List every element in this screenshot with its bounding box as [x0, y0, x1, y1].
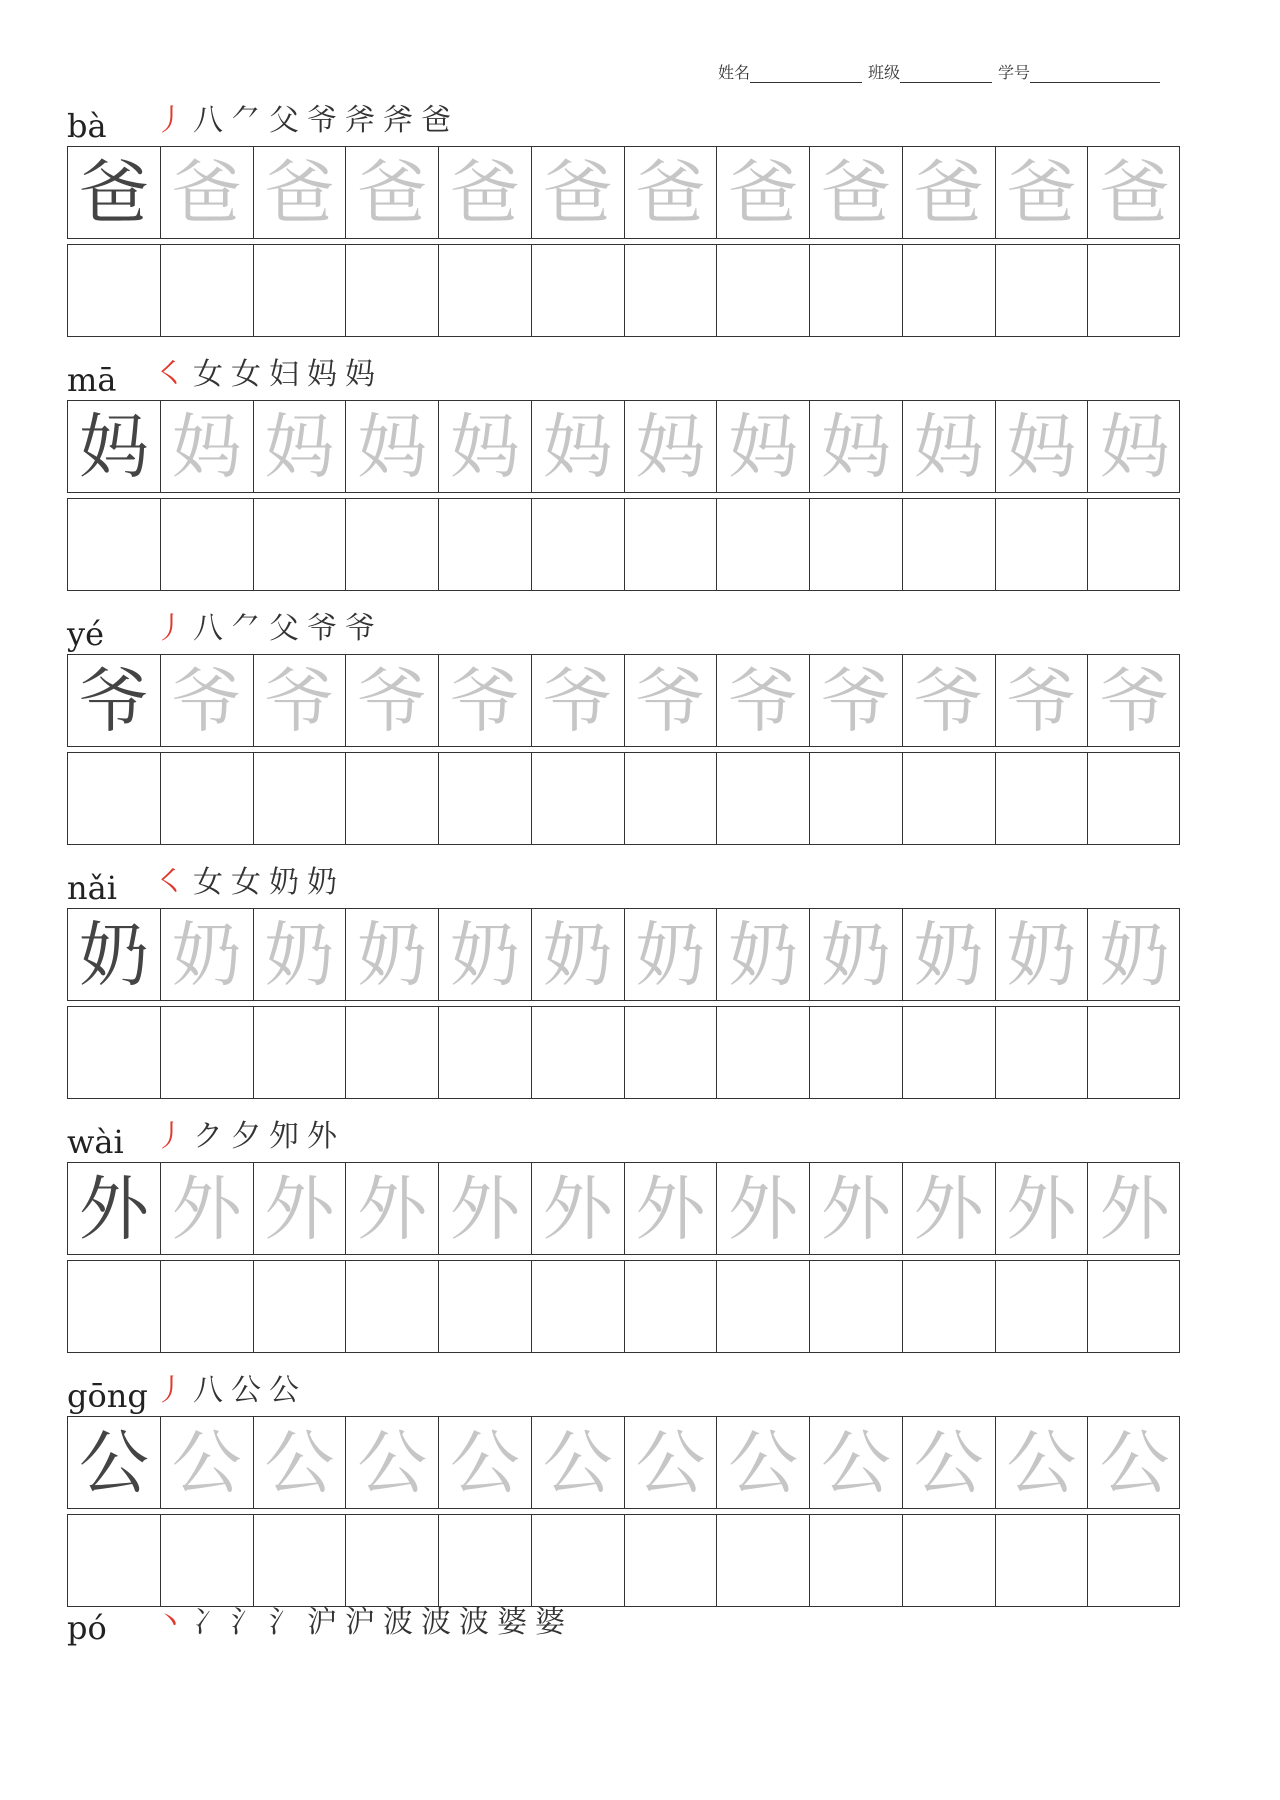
- trace-character[interactable]: 外: [346, 1163, 439, 1254]
- blank-cell[interactable]: [625, 245, 718, 336]
- trace-character[interactable]: 公: [254, 1417, 347, 1508]
- trace-character[interactable]: 外: [625, 1163, 718, 1254]
- blank-cell[interactable]: [717, 1515, 810, 1606]
- trace-character[interactable]: 爷: [1099, 659, 1170, 742]
- blank-cell[interactable]: [439, 245, 532, 336]
- stroke-order: [155, 103, 451, 146]
- stroke-step: 夕: [231, 1119, 261, 1154]
- label-row: [67, 88, 1180, 146]
- stroke-step: ㇛: [155, 865, 185, 900]
- trace-character[interactable]: 奶: [903, 909, 996, 1000]
- trace-character[interactable]: 爸: [625, 147, 718, 238]
- trace-row: [67, 908, 1180, 1001]
- stroke-order: [155, 865, 337, 908]
- pinyin: mā: [67, 361, 117, 399]
- character-block: [67, 1104, 1180, 1358]
- character-block: [67, 1358, 1180, 1612]
- name-label: 姓名: [718, 63, 751, 82]
- trace-character[interactable]: 妈: [625, 401, 718, 492]
- trace-row: [67, 146, 1180, 239]
- blank-cell[interactable]: [810, 499, 903, 590]
- blank-cell[interactable]: [161, 753, 254, 844]
- blank-cell[interactable]: [161, 1261, 254, 1352]
- model-character: 爷: [68, 655, 161, 746]
- stroke-step: 爷: [307, 103, 337, 138]
- blank-cell[interactable]: [996, 245, 1089, 336]
- stroke-step: ⺈: [231, 611, 261, 646]
- label-row: [67, 850, 1180, 908]
- blank-cell[interactable]: [1088, 499, 1181, 590]
- blank-cell[interactable]: [1088, 1007, 1181, 1098]
- trace-character[interactable]: 奶: [532, 909, 625, 1000]
- blank-cell[interactable]: [161, 1007, 254, 1098]
- trace-character[interactable]: 妈: [903, 401, 996, 492]
- trace-character[interactable]: 爸: [903, 147, 996, 238]
- blank-cell[interactable]: [254, 1261, 347, 1352]
- blank-cell[interactable]: [1088, 1261, 1181, 1352]
- blank-cell[interactable]: [903, 1007, 996, 1098]
- blank-row: [67, 1260, 1180, 1353]
- stroke-step: ㇛: [155, 357, 185, 392]
- trace-character[interactable]: 爷: [903, 655, 996, 746]
- label-row: [67, 1104, 1180, 1162]
- pinyin: nǎi: [67, 869, 117, 907]
- stroke-step: 八: [193, 103, 223, 138]
- trace-character[interactable]: 公: [996, 1417, 1089, 1508]
- trace-character[interactable]: 爸: [346, 147, 439, 238]
- blank-cell[interactable]: [532, 245, 625, 336]
- trace-character[interactable]: 妈: [161, 401, 254, 492]
- model-character: 爸: [68, 147, 161, 238]
- trace-character[interactable]: 妈: [254, 401, 347, 492]
- trace-character[interactable]: 妈: [439, 401, 532, 492]
- blank-cell[interactable]: [68, 245, 161, 336]
- stroke-step: 八: [193, 1373, 223, 1408]
- blank-cell[interactable]: [717, 1007, 810, 1098]
- blank-cell[interactable]: [996, 753, 1089, 844]
- blank-cell[interactable]: [810, 245, 903, 336]
- label-row: [67, 1358, 1180, 1416]
- blank-cell[interactable]: [996, 499, 1089, 590]
- blank-cell[interactable]: [346, 1007, 439, 1098]
- trace-character[interactable]: 爸: [1099, 151, 1170, 234]
- trace-character[interactable]: 外: [254, 1163, 347, 1254]
- trace-character[interactable]: 公: [810, 1417, 903, 1508]
- stroke-step: 父: [269, 103, 299, 138]
- stroke-step: 波: [383, 1605, 413, 1640]
- trace-character[interactable]: 爸: [439, 147, 532, 238]
- blank-cell[interactable]: [68, 1007, 161, 1098]
- trace-character[interactable]: 外: [996, 1163, 1089, 1254]
- blank-cell[interactable]: [439, 753, 532, 844]
- stroke-step: 沪: [307, 1605, 337, 1640]
- trace-row: [67, 400, 1180, 493]
- trace-character[interactable]: 爷: [161, 655, 254, 746]
- trace-row: [67, 1416, 1180, 1509]
- stroke-order: [155, 1119, 337, 1162]
- blank-row: [67, 498, 1180, 591]
- stroke-step: 女: [193, 357, 223, 392]
- blank-cell[interactable]: [996, 1515, 1089, 1606]
- trace-character[interactable]: 爸: [717, 147, 810, 238]
- stroke-step: ク: [193, 1119, 223, 1154]
- class-label: 班级: [868, 63, 901, 82]
- trace-character[interactable]: 外: [1099, 1167, 1170, 1250]
- trace-character[interactable]: 奶: [717, 909, 810, 1000]
- student-info-header: [718, 60, 1166, 83]
- trace-character[interactable]: 妈: [996, 401, 1089, 492]
- trace-character[interactable]: 爸: [810, 147, 903, 238]
- trace-character[interactable]: 奶: [1099, 913, 1170, 996]
- trace-character[interactable]: 奶: [625, 909, 718, 1000]
- stroke-step: 妈: [307, 357, 337, 392]
- stroke-step: 波: [421, 1605, 451, 1640]
- trace-character[interactable]: 公: [346, 1417, 439, 1508]
- stroke-step: 爸: [421, 103, 451, 138]
- stroke-order: [155, 1373, 299, 1416]
- stroke-step: 丶: [155, 1605, 185, 1640]
- blank-cell[interactable]: [1088, 245, 1181, 336]
- trace-character[interactable]: 外: [717, 1163, 810, 1254]
- trace-character[interactable]: 公: [1099, 1421, 1170, 1504]
- practice-sheet: [67, 88, 1180, 1612]
- blank-cell[interactable]: [439, 1261, 532, 1352]
- blank-cell[interactable]: [810, 753, 903, 844]
- trace-character[interactable]: 公: [903, 1417, 996, 1508]
- stroke-step: 女: [231, 357, 261, 392]
- stroke-step: 公: [231, 1373, 261, 1408]
- trace-character[interactable]: 妈: [810, 401, 903, 492]
- trace-character[interactable]: 奶: [346, 909, 439, 1000]
- stroke-step: 奶: [307, 865, 337, 900]
- blank-cell[interactable]: [68, 753, 161, 844]
- blank-cell[interactable]: [810, 1515, 903, 1606]
- blank-cell[interactable]: [717, 245, 810, 336]
- stroke-order: [155, 1605, 565, 1648]
- trace-character[interactable]: 公: [625, 1417, 718, 1508]
- blank-cell[interactable]: [625, 1515, 718, 1606]
- blank-cell[interactable]: [346, 1261, 439, 1352]
- stroke-step: 丿: [155, 1373, 185, 1408]
- pinyin: wài: [67, 1123, 124, 1161]
- stroke-step: 婆: [535, 1605, 565, 1640]
- stroke-step: 冫: [193, 1605, 223, 1640]
- trace-character[interactable]: 爷: [532, 655, 625, 746]
- blank-cell[interactable]: [439, 499, 532, 590]
- stroke-step: 爷: [345, 611, 375, 646]
- trace-character[interactable]: 爷: [346, 655, 439, 746]
- blank-cell[interactable]: [254, 245, 347, 336]
- blank-cell[interactable]: [625, 1007, 718, 1098]
- trace-character[interactable]: 爸: [532, 147, 625, 238]
- blank-cell[interactable]: [996, 1261, 1089, 1352]
- trace-character[interactable]: 妈: [717, 401, 810, 492]
- blank-cell[interactable]: [810, 1261, 903, 1352]
- trace-character[interactable]: 外: [439, 1163, 532, 1254]
- blank-cell[interactable]: [532, 753, 625, 844]
- model-character: 妈: [68, 401, 161, 492]
- blank-cell[interactable]: [161, 499, 254, 590]
- blank-cell[interactable]: [717, 1261, 810, 1352]
- blank-cell[interactable]: [346, 245, 439, 336]
- trace-character[interactable]: 公: [439, 1417, 532, 1508]
- pinyin: bà: [67, 107, 107, 145]
- blank-cell[interactable]: [68, 499, 161, 590]
- trace-character[interactable]: 外: [532, 1163, 625, 1254]
- student-id-label: 学号: [998, 63, 1031, 82]
- trace-character[interactable]: 奶: [810, 909, 903, 1000]
- trace-character[interactable]: 奶: [996, 909, 1089, 1000]
- pinyin: gōng: [67, 1377, 148, 1415]
- trace-character[interactable]: 爷: [810, 655, 903, 746]
- trace-character[interactable]: 爷: [996, 655, 1089, 746]
- blank-cell[interactable]: [346, 753, 439, 844]
- trace-character[interactable]: 爸: [254, 147, 347, 238]
- stroke-step: 女: [193, 865, 223, 900]
- trace-character[interactable]: 公: [161, 1417, 254, 1508]
- stroke-step: 奶: [269, 865, 299, 900]
- trace-character[interactable]: 公: [717, 1417, 810, 1508]
- blank-cell[interactable]: [254, 1007, 347, 1098]
- trace-character[interactable]: 妈: [1099, 405, 1170, 488]
- blank-cell[interactable]: [903, 1515, 996, 1606]
- label-row: [67, 1590, 565, 1648]
- stroke-step: 女: [231, 865, 261, 900]
- stroke-step: 爷: [307, 611, 337, 646]
- trace-character[interactable]: 爸: [161, 147, 254, 238]
- character-block-tail: [67, 1590, 565, 1648]
- trace-row: [67, 1162, 1180, 1255]
- label-row: [67, 596, 1180, 654]
- blank-cell[interactable]: [68, 1261, 161, 1352]
- blank-cell[interactable]: [161, 245, 254, 336]
- trace-character[interactable]: 爷: [625, 655, 718, 746]
- model-character: 外: [68, 1163, 161, 1254]
- stroke-step: 斧: [383, 103, 413, 138]
- stroke-step: 沪: [345, 1605, 375, 1640]
- label-row: [67, 342, 1180, 400]
- stroke-step: 妈: [345, 357, 375, 392]
- trace-character[interactable]: 妈: [346, 401, 439, 492]
- character-block: [67, 342, 1180, 596]
- trace-character[interactable]: 外: [161, 1163, 254, 1254]
- trace-character[interactable]: 奶: [161, 909, 254, 1000]
- blank-cell[interactable]: [903, 1261, 996, 1352]
- blank-cell[interactable]: [532, 1007, 625, 1098]
- blank-cell[interactable]: [717, 753, 810, 844]
- blank-cell[interactable]: [254, 753, 347, 844]
- trace-character[interactable]: 爷: [254, 655, 347, 746]
- trace-character[interactable]: 妈: [532, 401, 625, 492]
- trace-character[interactable]: 爷: [717, 655, 810, 746]
- blank-cell[interactable]: [1088, 1515, 1181, 1606]
- trace-character[interactable]: 奶: [439, 909, 532, 1000]
- stroke-step: 波: [459, 1605, 489, 1640]
- stroke-order: [155, 357, 375, 400]
- stroke-step: 氵: [269, 1605, 299, 1640]
- blank-cell[interactable]: [625, 1261, 718, 1352]
- blank-cell[interactable]: [903, 245, 996, 336]
- blank-cell[interactable]: [532, 499, 625, 590]
- character-block: [67, 88, 1180, 342]
- stroke-order: [155, 611, 375, 654]
- blank-cell[interactable]: [903, 499, 996, 590]
- trace-character[interactable]: 爷: [439, 655, 532, 746]
- stroke-step: 丿: [155, 103, 185, 138]
- blank-row: [67, 244, 1180, 337]
- blank-cell[interactable]: [903, 753, 996, 844]
- stroke-step: 公: [269, 1373, 299, 1408]
- pinyin: pó: [67, 1609, 107, 1647]
- blank-cell[interactable]: [439, 1007, 532, 1098]
- blank-row: [67, 1006, 1180, 1099]
- model-character: 公: [68, 1417, 161, 1508]
- blank-cell[interactable]: [254, 499, 347, 590]
- character-block: [67, 850, 1180, 1104]
- blank-cell[interactable]: [810, 1007, 903, 1098]
- blank-cell[interactable]: [346, 499, 439, 590]
- blank-cell[interactable]: [532, 1261, 625, 1352]
- stroke-step: 斧: [345, 103, 375, 138]
- trace-row: [67, 654, 1180, 747]
- blank-cell[interactable]: [625, 499, 718, 590]
- blank-cell[interactable]: [717, 499, 810, 590]
- character-block: [67, 596, 1180, 850]
- stroke-step: ⺈: [231, 103, 261, 138]
- trace-character[interactable]: 奶: [254, 909, 347, 1000]
- blank-cell[interactable]: [1088, 753, 1181, 844]
- trace-character[interactable]: 外: [810, 1163, 903, 1254]
- student-id-blank[interactable]: [1030, 64, 1160, 83]
- name-blank[interactable]: [750, 64, 862, 83]
- stroke-step: 氵: [231, 1605, 261, 1640]
- stroke-step: 夘: [269, 1119, 299, 1154]
- trace-character[interactable]: 公: [532, 1417, 625, 1508]
- class-blank[interactable]: [900, 64, 992, 83]
- pinyin: yé: [67, 615, 105, 653]
- stroke-step: 父: [269, 611, 299, 646]
- blank-cell[interactable]: [996, 1007, 1089, 1098]
- trace-character[interactable]: 爸: [996, 147, 1089, 238]
- stroke-step: 妇: [269, 357, 299, 392]
- stroke-step: 丿: [155, 611, 185, 646]
- stroke-step: 丿: [155, 1119, 185, 1154]
- blank-row: [67, 752, 1180, 845]
- stroke-step: 外: [307, 1119, 337, 1154]
- stroke-step: 八: [193, 611, 223, 646]
- trace-character[interactable]: 外: [903, 1163, 996, 1254]
- blank-cell[interactable]: [625, 753, 718, 844]
- model-character: 奶: [68, 909, 161, 1000]
- stroke-step: 婆: [497, 1605, 527, 1640]
